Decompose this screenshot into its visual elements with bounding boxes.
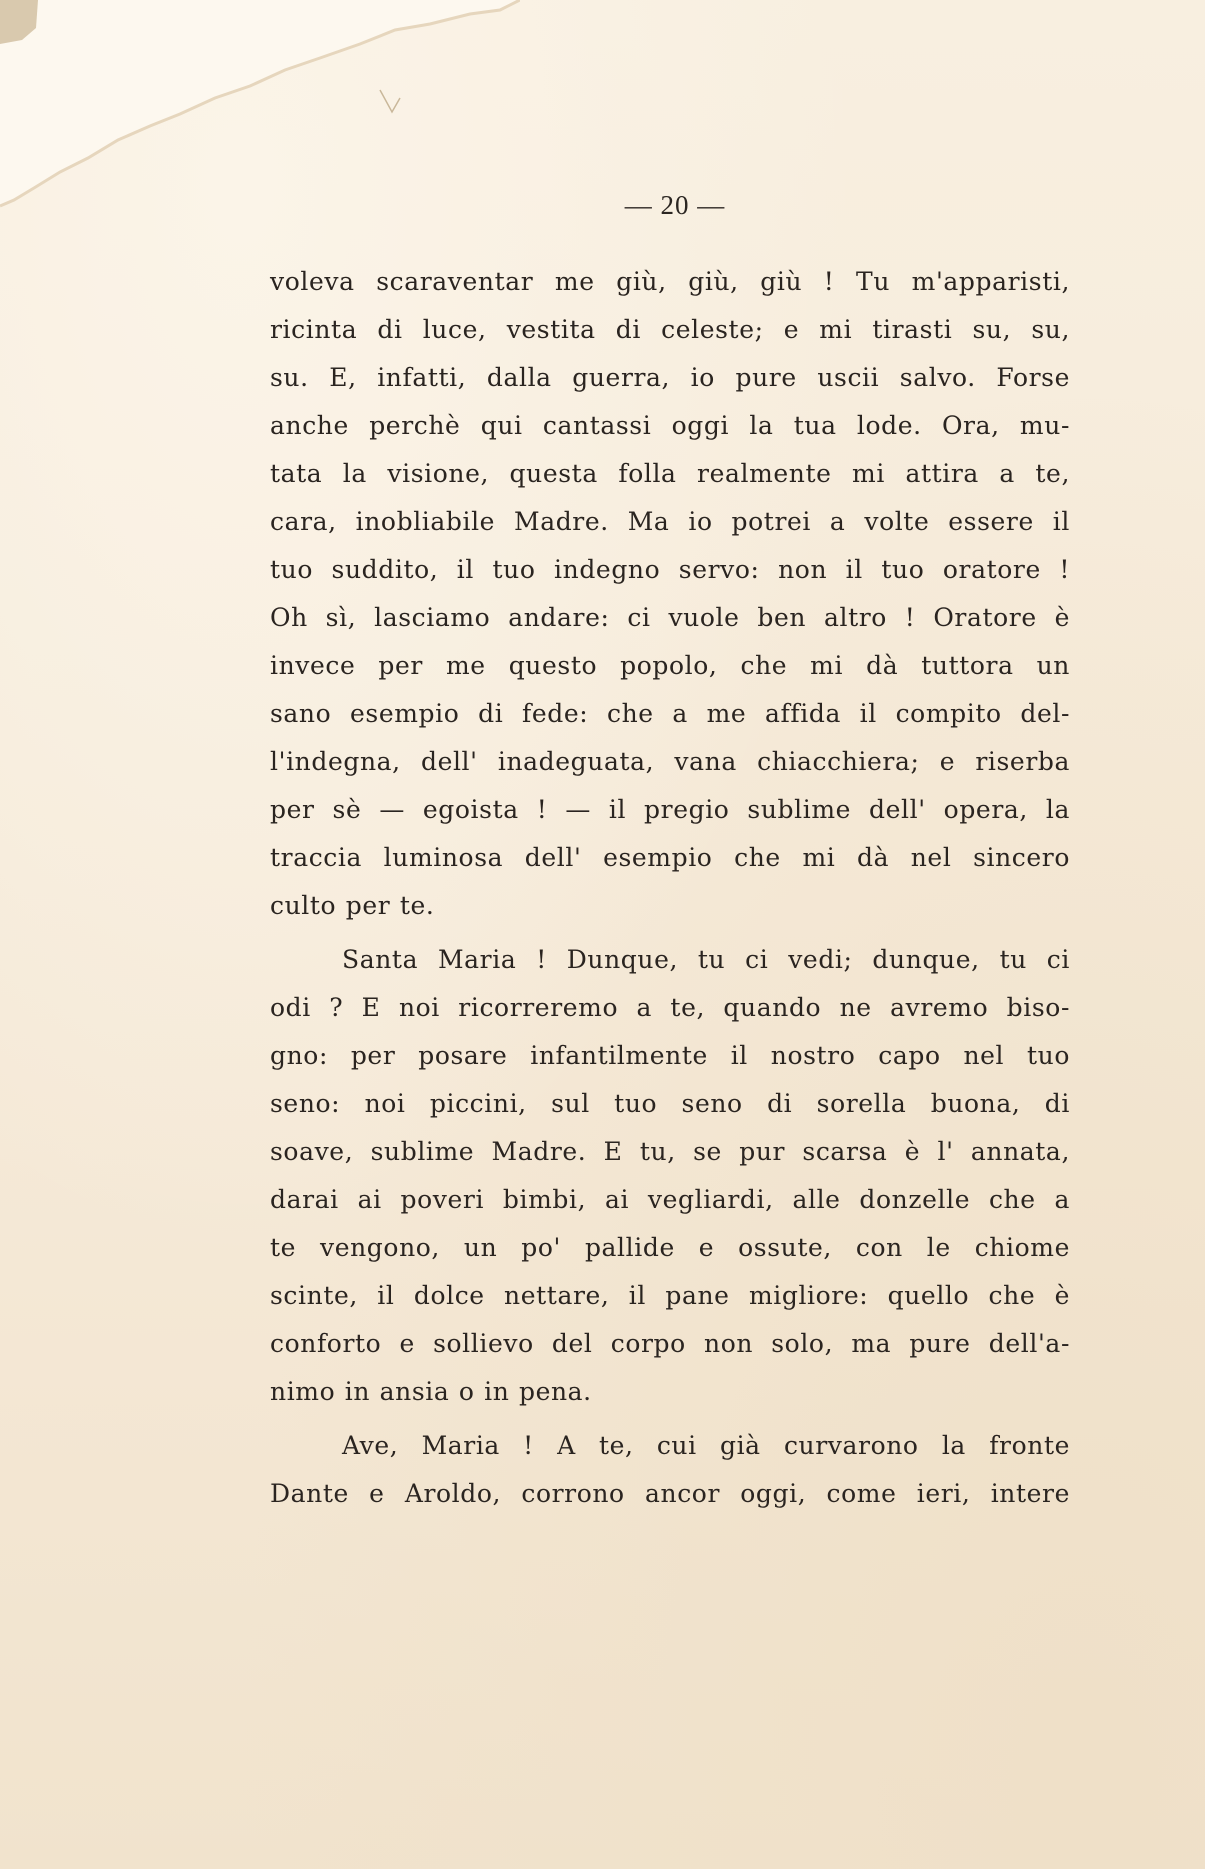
text-line: Oh sì, lasciamo andare: ci vuole ben altro ! Oratore è: [270, 603, 1070, 632]
text-line: ricinta di luce, vestita di celeste; e mi tirasti su, su,: [270, 315, 1070, 344]
text-line: anche perchè qui cantassi oggi la tua lode. Ora, mu-: [270, 411, 1070, 440]
text-line: odi ? E noi ricorreremo a te, quando ne avremo biso-: [270, 993, 1070, 1022]
text-line: l'indegna, dell' inadeguata, vana chiacchiera; e riserba: [270, 747, 1070, 776]
text-line: conforto e sollievo del corpo non solo, ma pure dell'a-: [270, 1329, 1070, 1358]
text-line: traccia luminosa dell' esempio che mi dà nel sincero: [270, 843, 1070, 872]
text-line: invece per me questo popolo, che mi dà tuttora un: [270, 651, 1070, 680]
text-line: Santa Maria ! Dunque, tu ci vedi; dunque, tu ci: [342, 945, 1070, 974]
paragraph-2: [270, 936, 1070, 1416]
text-line: Dante e Aroldo, corrono ancor oggi, come ieri, intere: [270, 1479, 1070, 1508]
text-line: cara, inobliabile Madre. Ma io potrei a volte essere il: [270, 507, 1070, 536]
text-line: soave, sublime Madre. E tu, se pur scarsa è l' annata,: [270, 1137, 1070, 1166]
text-line: gno: per posare infantilmente il nostro capo nel tuo: [270, 1041, 1070, 1070]
text-line: tata la visione, questa folla realmente mi attira a te,: [270, 459, 1070, 488]
paragraph-3: [270, 1422, 1070, 1518]
text-line: Ave, Maria ! A te, cui già curvarono la fronte: [342, 1431, 1070, 1460]
text-line: scinte, il dolce nettare, il pane migliore: quello che è: [270, 1281, 1070, 1310]
page-number: — 20 —: [624, 190, 726, 220]
text-line: nimo in ansia o in pena.: [270, 1377, 592, 1406]
text-line: te vengono, un po' pallide e ossute, con le chiome: [270, 1233, 1070, 1262]
text-line: darai ai poveri bimbi, ai vegliardi, alle donzelle che a: [270, 1185, 1070, 1214]
text-line: su. E, infatti, dalla guerra, io pure uscii salvo. Forse: [270, 363, 1070, 392]
text-line: tuo suddito, il tuo indegno servo: non il tuo oratore !: [270, 555, 1070, 584]
body-text: [270, 258, 1070, 1518]
paragraph-1: [270, 258, 1070, 930]
text-line: sano esempio di fede: che a me affida il compito del-: [270, 699, 1070, 728]
text-line: culto per te.: [270, 891, 435, 920]
text-line: seno: noi piccini, sul tuo seno di sorella buona, di: [270, 1089, 1070, 1118]
text-line: per sè — egoista ! — il pregio sublime dell' opera, la: [270, 795, 1070, 824]
text-line: voleva scaraventar me giù, giù, giù ! Tu m'apparisti,: [270, 267, 1070, 296]
